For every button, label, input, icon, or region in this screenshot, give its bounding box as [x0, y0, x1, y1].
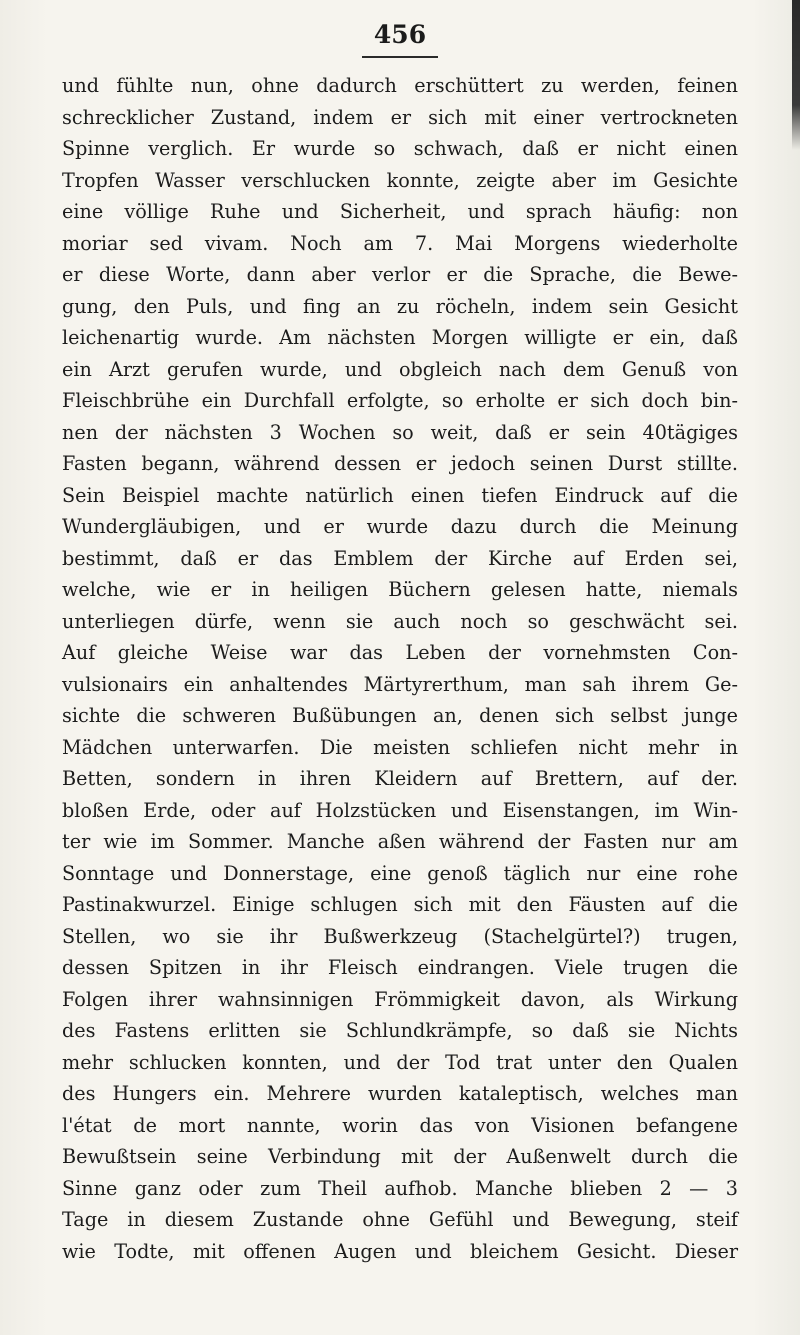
- text-line: Sein Beispiel machte natürlich einen tiefen Eindruck auf die: [62, 483, 738, 507]
- text-line: sichte die schweren Bußübungen an, denen sich selbst junge: [62, 704, 738, 727]
- page-edge-shadow: [792, 0, 800, 150]
- text-line: ter wie im Sommer. Manche aßen während der Fasten nur am: [62, 830, 738, 853]
- text-line: bestimmt, daß er das Emblem der Kirche auf Erden sei,: [62, 546, 738, 570]
- text-line: welche, wie er in heiligen Büchern gelesen hatte, niemals: [62, 578, 738, 601]
- text-line: l'état de mort nannte, worin das von Visionen befangene: [62, 1113, 738, 1137]
- text-line: er diese Worte, dann aber verlor er die Sprache, die Bewe-: [62, 263, 738, 286]
- page-number: 456: [373, 20, 427, 49]
- text-line: Pastinakwurzel. Einige schlugen sich mit den Fäusten auf die: [62, 893, 738, 916]
- text-line: und fühlte nun, ohne dadurch erschüttert zu werden, feinen: [62, 74, 738, 97]
- text-line: Folgen ihrer wahnsinnigen Frömmigkeit davon, als Wirkung: [62, 987, 738, 1011]
- text-line: vulsionairs ein anhaltendes Märtyrerthum, man sah ihrem Ge-: [62, 672, 738, 696]
- text-line: Tropfen Wasser verschlucken konnte, zeigte aber im Gesichte: [62, 168, 738, 192]
- text-line: leichenartig wurde. Am nächsten Morgen willigte er ein, daß: [62, 326, 738, 349]
- text-line: moriar sed vivam. Noch am 7. Mai Morgens wiederholte: [62, 231, 738, 255]
- text-line: Bewußtsein seine Verbindung mit der Außenwelt durch die: [62, 1145, 738, 1168]
- text-line: nen der nächsten 3 Wochen so weit, daß er sein 40tägiges: [62, 420, 738, 444]
- text-line: Tage in diesem Zustande ohne Gefühl und Bewegung, steif: [62, 1208, 738, 1231]
- text-line: eine völlige Ruhe und Sicherheit, und sprach häufig: non: [62, 200, 738, 223]
- text-line: Betten, sondern in ihren Kleidern auf Brettern, auf der.: [62, 767, 738, 790]
- text-line: Mädchen unterwarfen. Die meisten schliefen nicht mehr in: [62, 735, 738, 759]
- text-line: dessen Spitzen in ihr Fleisch eindrangen. Viele trugen die: [62, 956, 738, 979]
- text-line: des Hungers ein. Mehrere wurden kataleptisch, welches man: [62, 1082, 738, 1105]
- text-line: des Fastens erlitten sie Schlundkrämpfe, so daß sie Nichts: [62, 1019, 738, 1042]
- text-line: gung, den Puls, und fing an zu röcheln, indem sein Gesicht: [62, 294, 738, 318]
- text-line: Stellen, wo sie ihr Bußwerkzeug (Stachelgürtel?) trugen,: [62, 924, 738, 948]
- text-line: Fasten begann, während dessen er jedoch seinen Durst stillte.: [62, 452, 738, 475]
- text-line: Auf gleiche Weise war das Leben der vornehmsten Con-: [62, 641, 738, 664]
- text-line: ein Arzt gerufen wurde, und obgleich nach dem Genuß von: [62, 357, 738, 381]
- text-line: Sinne ganz oder zum Theil aufhob. Manche blieben 2 — 3: [62, 1176, 738, 1200]
- text-line: unterliegen dürfe, wenn sie auch noch so geschwächt sei.: [62, 609, 738, 633]
- text-line: schrecklicher Zustand, indem er sich mit einer vertrockneten: [62, 105, 738, 129]
- body-text: [62, 70, 738, 1267]
- text-line: Wundergläubigen, und er wurde dazu durch die Meinung: [62, 515, 738, 538]
- text-line: Spinne verglich. Er wurde so schwach, daß er nicht einen: [62, 137, 738, 160]
- text-line: Fleischbrühe ein Durchfall erfolgte, so erholte er sich doch bin-: [62, 389, 738, 412]
- page-number-underline: [362, 56, 438, 58]
- text-line: wie Todte, mit offenen Augen und bleichem Gesicht. Dieser: [62, 1239, 738, 1263]
- text-line: bloßen Erde, oder auf Holzstücken und Eisenstangen, im Win-: [62, 798, 738, 822]
- text-line: Sonntage und Donnerstage, eine genoß täglich nur eine rohe: [62, 861, 738, 885]
- text-line: mehr schlucken konnten, und der Tod trat unter den Qualen: [62, 1050, 738, 1074]
